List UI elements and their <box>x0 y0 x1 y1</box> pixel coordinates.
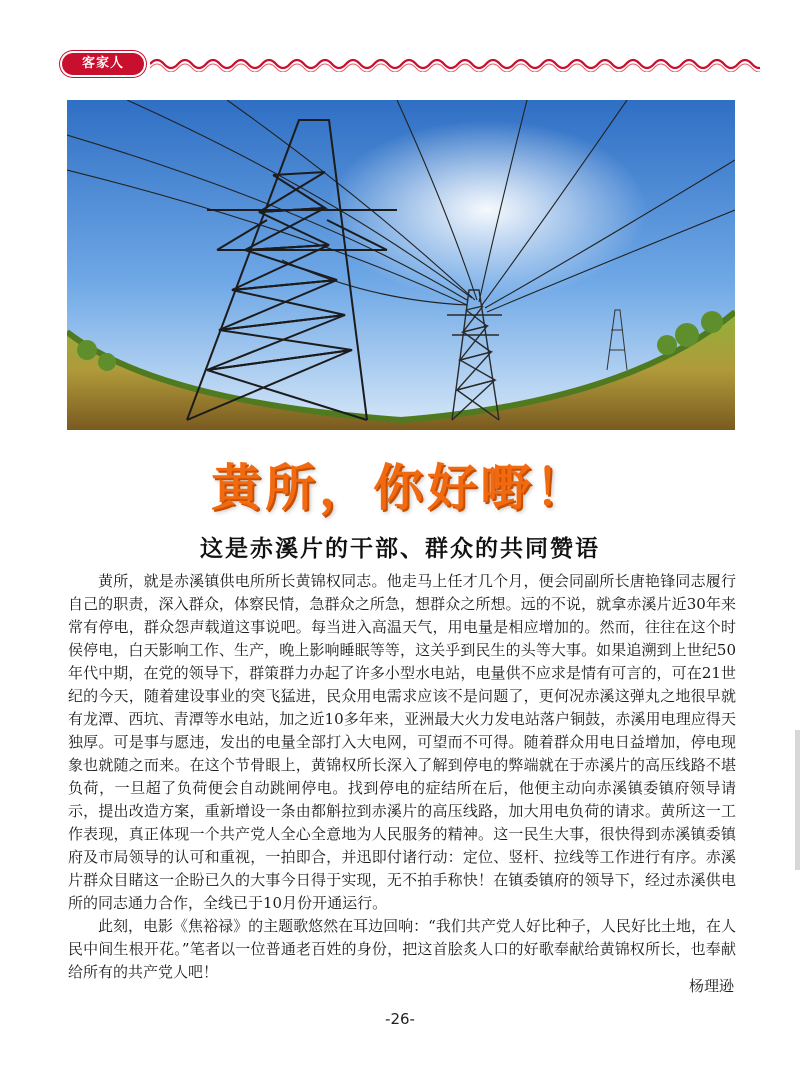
section-label: 客家人 <box>81 56 124 71</box>
article-paragraph-2: 此刻，电影《焦裕禄》的主题歌悠然在耳边回响：“我们共产党人好比种子，人民好比土地，在人民中间生根开花。”笔者以一位普通老百姓的身份，把这首脍炙人口的好歌奉献给黄锦权所长，也奉献给所有的共产党人吧！ <box>68 917 736 981</box>
pylon-photo <box>67 100 735 430</box>
page-number: -26- <box>385 1010 415 1028</box>
article-body <box>68 570 736 984</box>
section-header <box>0 44 800 84</box>
article-author: 杨理逊 <box>688 977 734 995</box>
page-edge-mark <box>795 730 800 870</box>
pylon-illustration <box>67 100 735 430</box>
article-headline: 黄所，你好嘢！ <box>211 459 589 517</box>
section-tab <box>62 53 144 75</box>
article-paragraph-1: 黄所，就是赤溪镇供电所所长黄锦权同志。他走马上任才几个月，便会同副所长唐艳锋同志履行自己的职责，深入群众，体察民情，急群众之所急，想群众之所想。远的不说，就拿赤溪片近30年来常有停电，群众怨声载道这事说吧。每当进入高温天气，用电量是相应增加的。然而，往往在这个时侯停电，白天影响工作、生产，晚上影响睡眠等等，这关乎到民生的头等大事。如果追溯到上世纪50年代中期，在党的领导下，群策群力办起了许多小型水电站，电量供不应求是情有可言的，可在21世纪的今天，随着建设事业的突飞猛进，民众用电需求应该不是问题了，更何况赤溪这弹丸之地很早就有龙潭、西坑、青潭等水电站，加之近10多年来，亚洲最大火力发电站落户铜鼓，赤溪用电理应得天独厚。可是事与愿违，发出的电量全部打入大电网，可望而不可得。随着群众用电日益增加，停电现象也就随之而来。在这个节骨眼上，黄锦权所长深入了解到停电的弊端就在于赤溪片的高压线路不堪负荷，一旦超了负荷便会自动跳闸停电。找到停电的症结所在后，他便主动向赤溪镇委镇府领导请示，提出改造方案，重新增设一条由都斛拉到赤溪片的高压线路，加大用电负荷的请求。黄所这一工作表现，真正体现一个共产党人全心全意地为人民服务的精神。这一民生大事，很快得到赤溪镇委镇府及市局领导的认可和重视，一拍即合，并迅即付诸行动：定位、竖杆、拉线等工作进行有序。赤溪片群众目睹这一企盼已久的大事今日得于实现，无不拍手称快！在镇委镇府的领导下，经过赤溪供电所的同志通力合作，全线已于10月份开通运行。 <box>68 572 736 912</box>
decorative-wave-border <box>150 56 760 72</box>
article-subheadline: 这是赤溪片的干部、群众的共同赞语 <box>200 536 600 562</box>
